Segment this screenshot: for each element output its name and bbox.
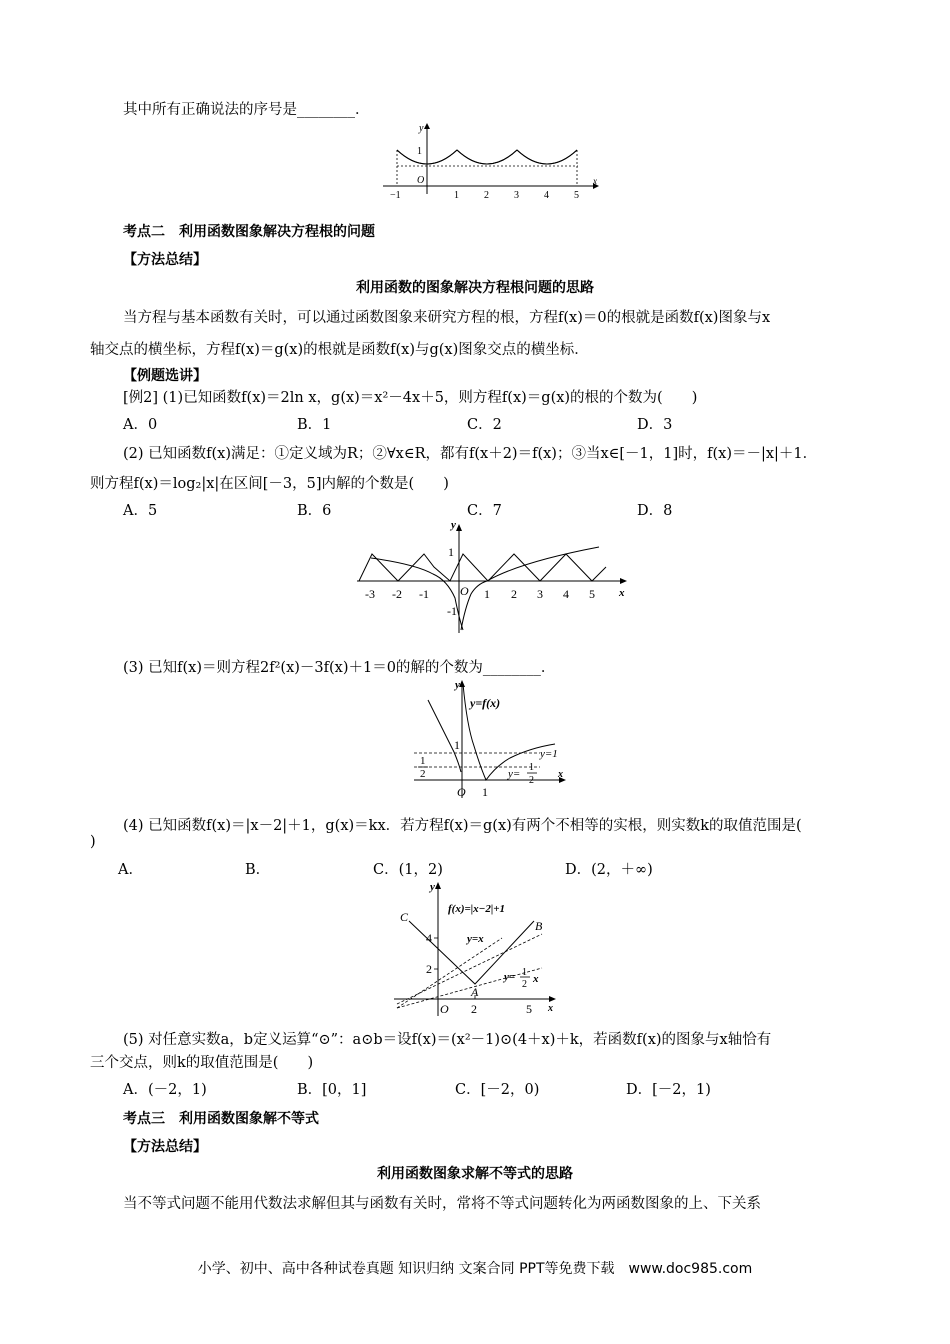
example-3-stem: (3) 已知f(x)＝则方程2f²(x)－3f(x)＋1＝0的解的个数为________．	[123, 660, 556, 676]
example-2-stem-line1: (2) 已知函数f(x)满足：①定义域为R；②∀x∈R，都有f(x＋2)＝f(x)；③当x∈[－1，1]时，f(x)＝－|x|＋1．	[123, 446, 818, 462]
example-5-stem-line1: (5) 对任意实数a，b定义运算“⊙”：a⊙b＝设f(x)＝(x²－1)⊙(4＋x)＋k，若函数f(x)的图象与x轴恰有	[123, 1032, 772, 1048]
fig2-tick: -3	[365, 587, 375, 601]
fig4-four-label: 4	[426, 931, 432, 945]
figure-periodic-graph	[375, 118, 605, 200]
fig4-point-b: B	[535, 919, 543, 933]
fig3-fx-label: y=f(x)	[470, 696, 501, 710]
fig1-tick: 1	[454, 190, 459, 200]
example-4-option-d: D．(2，＋∞)	[565, 862, 653, 878]
example-1-option-b: B．1	[297, 417, 332, 433]
example-5-option-c: C．[－2，0)	[455, 1082, 540, 1098]
fig2-tick: -2	[392, 587, 402, 601]
figure-triangle-wave-and-log	[355, 518, 633, 636]
figure-absolute-value-lines	[392, 876, 570, 1018]
fig4-point-a: A	[471, 985, 479, 999]
method-paragraph-line1: 当方程与基本函数有关时，可以通过函数图象来研究方程的根，方程f(x)＝0的根就是函数f(x)图象与x	[123, 310, 771, 326]
fig1-tick: 4	[544, 190, 549, 200]
figure-piecewise-function	[410, 676, 575, 802]
fig2-tick: 5	[589, 587, 595, 601]
example-4-stem-line1: (4) 已知函数f(x)＝|x－2|＋1，g(x)＝kx．若方程f(x)＝g(x)有两个不相等的实根，则实数k的取值范围是(	[123, 818, 802, 834]
fig3-yhalf-label: y=	[508, 768, 521, 780]
fig4-yhalf-label: y=	[504, 971, 516, 983]
fig1-tick: −1	[390, 190, 401, 200]
example-2-option-d: D．8	[637, 503, 673, 519]
fig3-x-label: x	[558, 769, 563, 780]
fig3-yhalf-denominator: 2	[529, 775, 534, 786]
fig4-x-two: 2	[471, 1002, 477, 1016]
method-paragraph-line1: 当不等式问题不能用代数法求解但其与函数有关时，常将不等式问题转化为两函数图象的上、下关系	[123, 1196, 761, 1212]
fig2-origin: O	[460, 584, 469, 598]
fig4-yx-label: y=x	[467, 933, 484, 945]
method-paragraph-line2: 轴交点的横坐标，方程f(x)＝g(x)的根就是函数f(x)与g(x)图象交点的横坐标．	[90, 342, 589, 358]
fig1-tick: 5	[574, 190, 579, 200]
example-1-option-c: C．2	[467, 417, 502, 433]
fig1-tick: 2	[484, 190, 489, 200]
fig4-y-label: y	[430, 881, 435, 893]
fig1-y-label: y	[419, 123, 424, 134]
fig3-yhalf-numerator: 1	[529, 762, 534, 773]
fig3-half-denominator: 2	[420, 768, 426, 780]
fig2-tick: 1	[484, 587, 490, 601]
fig2-x-label: x	[619, 587, 625, 599]
fig2-one-label: 1	[448, 545, 454, 559]
fig4-yhalf-numerator: 1	[522, 967, 527, 978]
method-summary-label: 【方法总结】	[123, 252, 207, 268]
method-subtitle: 利用函数图象求解不等式的思路	[377, 1166, 573, 1182]
fig4-point-c: C	[400, 910, 409, 924]
example-2-option-a: A．5	[123, 503, 158, 519]
fig3-origin: O	[457, 785, 466, 799]
fig2-tick: 3	[537, 587, 543, 601]
fig3-y-label: y	[455, 679, 460, 691]
fig4-yhalf-denominator: 2	[522, 979, 527, 990]
fig1-one-label: 1	[417, 146, 422, 157]
fig3-x-one: 1	[482, 785, 488, 799]
fig4-x-label: x	[548, 1003, 553, 1014]
fig2-y-label: y	[451, 519, 456, 531]
example-1-option-a: A．0	[123, 417, 158, 433]
fig4-x-five: 5	[526, 1002, 532, 1016]
fig1-tick: 3	[514, 190, 519, 200]
example-4-option-b: B．	[245, 862, 271, 878]
section-heading: 考点三 利用函数图象解不等式	[123, 1111, 319, 1127]
fig1-x-label: x	[593, 176, 597, 186]
example-1-option-d: D．3	[637, 417, 673, 433]
fig4-yhalf-x: x	[533, 973, 539, 985]
example-2-option-b: B．6	[297, 503, 332, 519]
fig3-half-numerator: 1	[420, 755, 426, 767]
example-2-stem-line2: 则方程f(x)＝log₂|x|在区间[－3，5]内解的个数是( )	[90, 476, 449, 492]
example-4-option-a: A．	[118, 862, 143, 878]
page-footer: 小学、初中、高中各种试卷真题 知识归纳 文案合同 PPT等免费下载 www.doc985.com	[197, 1261, 753, 1277]
method-subtitle: 利用函数的图象解决方程根问题的思路	[356, 280, 594, 296]
example-5-option-b: B．[0，1]	[297, 1082, 367, 1098]
section-heading: 考点二 利用函数图象解决方程根的问题	[123, 224, 375, 240]
blank-statement: 其中所有正确说法的序号是________．	[123, 102, 370, 118]
fig2-tick: 2	[511, 587, 517, 601]
fig3-one-label: 1	[454, 738, 460, 752]
example-5-option-d: D．[－2，1)	[626, 1082, 711, 1098]
method-summary-label: 【方法总结】	[123, 1139, 207, 1155]
fig2-neg-one-label: -1	[447, 604, 457, 618]
fig2-tick: -1	[419, 587, 429, 601]
example-1-stem: [例2] (1)已知函数f(x)＝2ln x，g(x)＝x²－4x＋5，则方程f(x)＝g(x)的根的个数为( )	[123, 390, 698, 406]
example-2-option-c: C．7	[467, 503, 502, 519]
example-4-option-c: C．(1，2)	[373, 862, 443, 878]
fig1-origin: O	[417, 175, 425, 186]
fig4-two-label: 2	[426, 962, 432, 976]
example-5-option-a: A．(－2，1)	[123, 1082, 207, 1098]
fig3-y1-label: y=1	[540, 748, 558, 760]
fig2-tick: 4	[563, 587, 569, 601]
example-5-stem-line2: 三个交点，则k的取值范围是( )	[90, 1055, 314, 1071]
example-4-stem-line2: )	[90, 834, 96, 850]
examples-label: 【例题选讲】	[123, 368, 207, 384]
fig4-fx-label: f(x)=|x−2|+1	[448, 903, 506, 915]
fig4-origin: O	[440, 1002, 449, 1016]
